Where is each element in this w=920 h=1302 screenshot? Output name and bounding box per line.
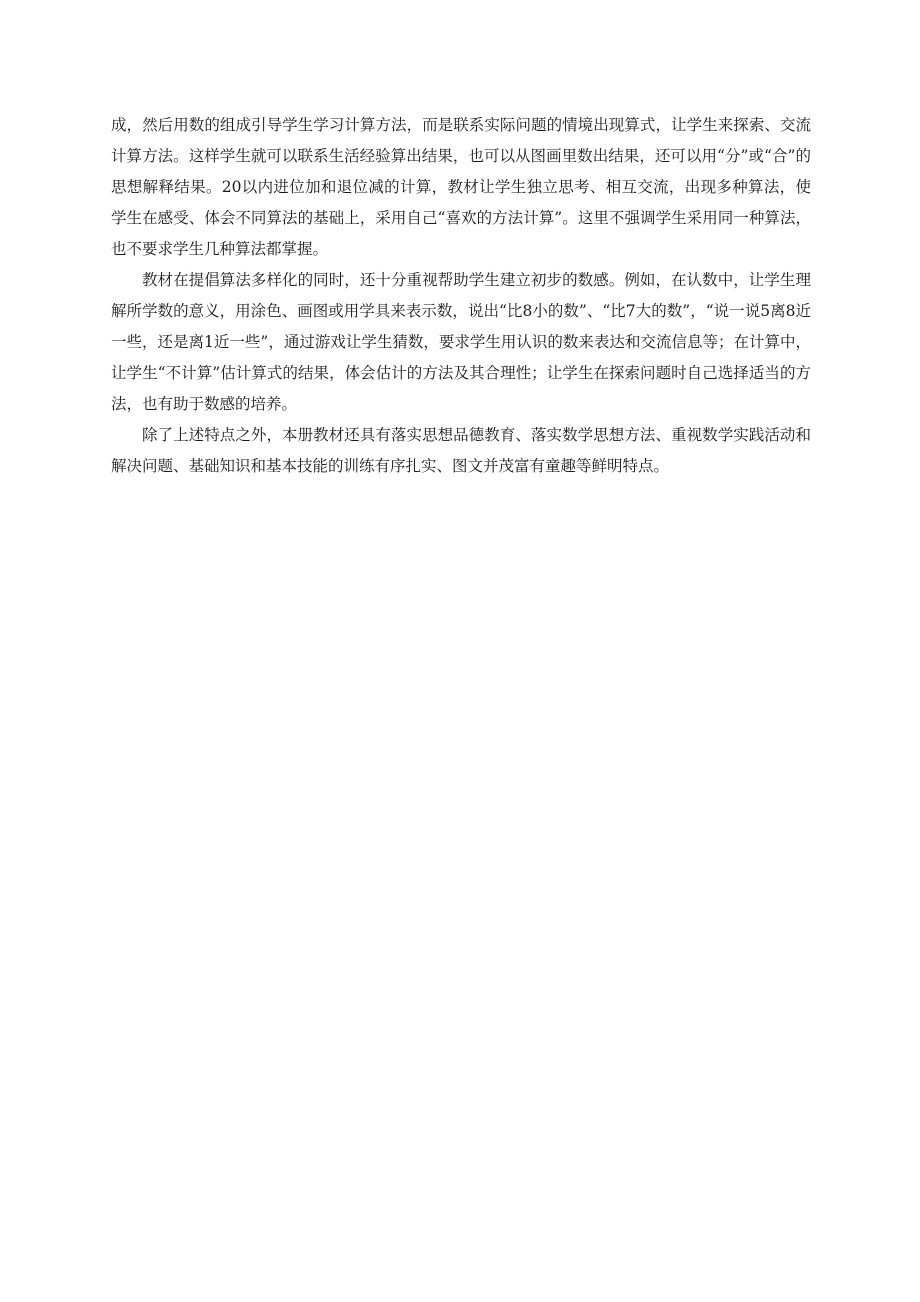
paragraph-continuation: 成，然后用数的组成引导学生学习计算方法，而是联系实际问题的情境出现算式，让学生来探索、交流计算方法。这样学生就可以联系生活经验算出结果，也可以从图画里数出结果，还可以用“分”或“合”的思想解释结果。20以内进位加和退位减的计算，教材让学生独立思考、相互交流，出现多种算法，使学生在感受、体会不同算法的基础上，采用自己“喜欢的方法计算”。这里不强调学生采用同一种算法，也不要求学生几种算法都掌握。 xyxy=(111,116,811,258)
paragraph-other-features: 除了上述特点之外，本册教材还具有落实思想品德教育、落实数学思想方法、重视数学实践活动和解决问题、基础知识和基本技能的训练有序扎实、图文并茂富有童趣等鲜明特点。 xyxy=(111,426,811,475)
document-body xyxy=(111,110,811,482)
paragraph-number-sense: 教材在提倡算法多样化的同时，还十分重视帮助学生建立初步的数感。例如，在认数中，让学生理解所学数的意义，用涂色、画图或用学具来表示数，说出“比8小的数”、“比7大的数”，“说一说5离8近一些，还是离1近一些”，通过游戏让学生猜数，要求学生用认识的数来表达和交流信息等；在计算中，让学生“不计算”估计算式的结果，体会估计的方法及其合理性；让学生在探索问题时自己选择适当的方法，也有助于数感的培养。 xyxy=(111,271,811,413)
